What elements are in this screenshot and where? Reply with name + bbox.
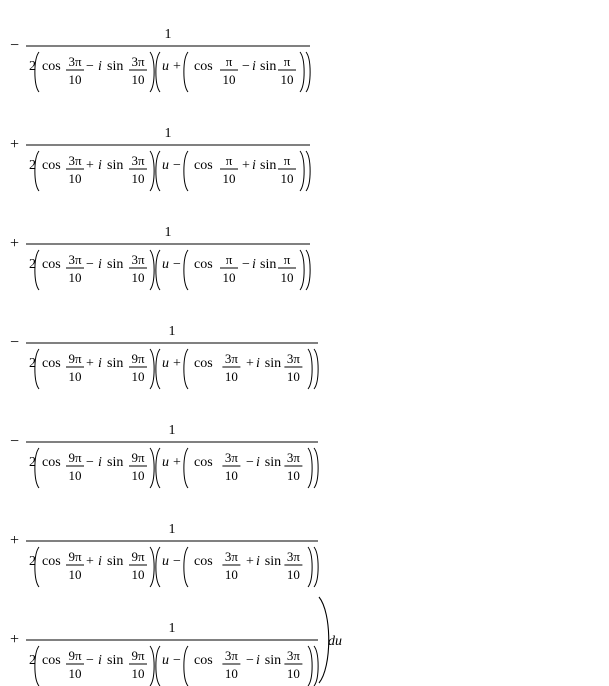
term-7-cos-b: cos bbox=[194, 653, 213, 668]
term-5-cos-b: cos bbox=[194, 455, 213, 470]
term-1-cos-a-arg-numerator: 3π bbox=[68, 54, 82, 69]
term-4-cos-a: cos bbox=[42, 356, 61, 371]
term-3-sin-b-arg-numerator: π bbox=[283, 252, 291, 267]
term-1-cos-b: cos bbox=[194, 59, 213, 74]
term-6-paren-b-open bbox=[156, 547, 160, 587]
term-5-paren-a-close bbox=[150, 448, 154, 488]
term-4-sin-a-arg-denominator: 10 bbox=[131, 369, 145, 384]
term-6-paren-b-close bbox=[314, 547, 318, 587]
expression-terms bbox=[10, 27, 318, 686]
term-1-op-a: − bbox=[86, 59, 94, 74]
term-3-imag-a: i bbox=[98, 257, 102, 272]
term-5-sin-a-arg-denominator: 10 bbox=[131, 468, 145, 483]
term-6-op-a: + bbox=[86, 554, 94, 569]
term-4-sin-b-arg-numerator: 3π bbox=[286, 351, 300, 366]
term-6-paren-c-open bbox=[184, 547, 188, 587]
term-4-paren-c-close bbox=[308, 349, 312, 389]
term-3-cos-b-arg-numerator: π bbox=[225, 252, 233, 267]
term-5-numerator: 1 bbox=[168, 423, 176, 438]
term-5-sin-b: sin bbox=[264, 455, 282, 470]
term-5-paren-c-close bbox=[308, 448, 312, 488]
term-4-paren-b-open bbox=[156, 349, 160, 389]
term-2-op-b: + bbox=[242, 158, 250, 173]
term-6-coefficient: 2 bbox=[29, 554, 36, 569]
term-4-imag-a: i bbox=[98, 356, 102, 371]
term-7-sin-b-arg-denominator: 10 bbox=[286, 666, 300, 681]
term-7-paren-a-close bbox=[150, 646, 154, 686]
term-4-cos-b: cos bbox=[194, 356, 213, 371]
term-4-numerator: 1 bbox=[168, 324, 176, 339]
term-6-op-b: + bbox=[246, 554, 254, 569]
term-3-imag-b: i bbox=[252, 257, 256, 272]
term-6-cos-a-arg-denominator: 10 bbox=[68, 567, 82, 582]
term-3-numerator: 1 bbox=[164, 225, 172, 240]
term-6-op-u: − bbox=[173, 554, 181, 569]
term-1-cos-a: cos bbox=[42, 59, 61, 74]
term-5-paren-b-open bbox=[156, 448, 160, 488]
term-2-cos-a-arg-denominator: 10 bbox=[68, 171, 82, 186]
term-7-imag-b: i bbox=[256, 653, 260, 668]
term-3-op-a: − bbox=[86, 257, 94, 272]
term-6-variable: u bbox=[162, 554, 169, 569]
term-7-op-a: − bbox=[86, 653, 94, 668]
term-4-op-u: + bbox=[173, 356, 181, 371]
term-2-cos-b-arg-denominator: 10 bbox=[222, 171, 236, 186]
term-7-paren-b-close bbox=[314, 646, 318, 686]
term-5-sign: − bbox=[10, 433, 20, 450]
term-3-cos-a: cos bbox=[42, 257, 61, 272]
term-5-op-u: + bbox=[173, 455, 181, 470]
term-5-cos-b-arg-denominator: 10 bbox=[224, 468, 238, 483]
term-1-cos-b-arg-numerator: π bbox=[225, 54, 233, 69]
term-2-op-u: − bbox=[173, 158, 181, 173]
term-7-cos-a-arg-denominator: 10 bbox=[68, 666, 82, 681]
term-2-sin-a: sin bbox=[107, 158, 124, 173]
term-5-sin-b-arg-numerator: 3π bbox=[286, 450, 300, 465]
term-6-sin-a-arg-numerator: 9π bbox=[131, 549, 145, 564]
term-4-paren-c-open bbox=[184, 349, 188, 389]
term-3-cos-b-arg-denominator: 10 bbox=[222, 270, 236, 285]
term-1-variable: u bbox=[162, 59, 169, 74]
term-5-op-b: − bbox=[246, 455, 254, 470]
term-4-cos-b-arg-denominator: 10 bbox=[224, 369, 238, 384]
term-2-paren-c-close bbox=[300, 151, 304, 191]
term-3-cos-b: cos bbox=[194, 257, 213, 272]
term-4-sin-a: sin bbox=[107, 356, 124, 371]
term-1-coefficient: 2 bbox=[29, 59, 36, 74]
term-4-imag-b: i bbox=[256, 356, 260, 371]
term-6-sin-b: sin bbox=[264, 554, 282, 569]
term-5-cos-a-arg-numerator: 9π bbox=[68, 450, 82, 465]
term-1-cos-a-arg-denominator: 10 bbox=[68, 72, 82, 87]
term-2-sin-b: sin bbox=[260, 158, 277, 173]
term-1-op-u: + bbox=[173, 59, 181, 74]
term-4-cos-b-arg-numerator: 3π bbox=[224, 351, 238, 366]
term-1-paren-a-close bbox=[150, 52, 154, 92]
term-2-sin-b-arg-numerator: π bbox=[283, 153, 291, 168]
term-5-variable: u bbox=[162, 455, 169, 470]
term-4-cos-a-arg-numerator: 9π bbox=[68, 351, 82, 366]
term-2-variable: u bbox=[162, 158, 169, 173]
term-3-sin-a-arg-denominator: 10 bbox=[131, 270, 145, 285]
term-5-sin-a-arg-numerator: 9π bbox=[131, 450, 145, 465]
term-7-sin-a-arg-denominator: 10 bbox=[131, 666, 145, 681]
term-6-sign: + bbox=[10, 532, 20, 549]
term-1-paren-b-close bbox=[306, 52, 310, 92]
term-3-cos-a-arg-numerator: 3π bbox=[68, 252, 82, 267]
term-4-sin-b-arg-denominator: 10 bbox=[286, 369, 300, 384]
term-2-sin-b-arg-denominator: 10 bbox=[280, 171, 294, 186]
term-6-cos-a-arg-numerator: 9π bbox=[68, 549, 82, 564]
term-7-sin-b-arg-numerator: 3π bbox=[286, 648, 300, 663]
term-1-paren-c-close bbox=[300, 52, 304, 92]
term-3-sin-b-arg-denominator: 10 bbox=[280, 270, 294, 285]
term-7-coefficient: 2 bbox=[29, 653, 36, 668]
term-1-sign: − bbox=[10, 37, 20, 54]
term-4-op-b: + bbox=[246, 356, 254, 371]
term-5-cos-b-arg-numerator: 3π bbox=[224, 450, 238, 465]
term-3-paren-b-open bbox=[156, 250, 160, 290]
term-2-numerator: 1 bbox=[164, 126, 172, 141]
term-6-sin-b-arg-denominator: 10 bbox=[286, 567, 300, 582]
term-2-cos-a-arg-numerator: 3π bbox=[68, 153, 82, 168]
term-3-coefficient: 2 bbox=[29, 257, 36, 272]
term-5-imag-a: i bbox=[98, 455, 102, 470]
term-1-cos-b-arg-denominator: 10 bbox=[222, 72, 236, 87]
term-3-sin-a: sin bbox=[107, 257, 124, 272]
term-7-cos-b-arg-denominator: 10 bbox=[224, 666, 238, 681]
term-3-paren-b-close bbox=[306, 250, 310, 290]
term-4-op-a: + bbox=[86, 356, 94, 371]
term-4-paren-a-close bbox=[150, 349, 154, 389]
term-1-sin-b-arg-denominator: 10 bbox=[280, 72, 294, 87]
term-2-cos-b-arg-numerator: π bbox=[225, 153, 233, 168]
term-1-sin-a-arg-numerator: 3π bbox=[131, 54, 145, 69]
term-3-sin-b: sin bbox=[260, 257, 277, 272]
term-4-sin-a-arg-numerator: 9π bbox=[131, 351, 145, 366]
term-7-imag-a: i bbox=[98, 653, 102, 668]
term-5-coefficient: 2 bbox=[29, 455, 36, 470]
term-6-numerator: 1 bbox=[168, 522, 176, 537]
term-3-paren-a-close bbox=[150, 250, 154, 290]
term-1-numerator: 1 bbox=[164, 27, 172, 42]
term-7-cos-a: cos bbox=[42, 653, 61, 668]
term-3-cos-a-arg-denominator: 10 bbox=[68, 270, 82, 285]
term-3-variable: u bbox=[162, 257, 169, 272]
term-7-variable: u bbox=[162, 653, 169, 668]
term-4-sign: − bbox=[10, 334, 20, 351]
term-2-paren-b-close bbox=[306, 151, 310, 191]
term-7-paren-b-open bbox=[156, 646, 160, 686]
term-2-sign: + bbox=[10, 136, 20, 153]
term-1-imag-a: i bbox=[98, 59, 102, 74]
term-5-op-a: − bbox=[86, 455, 94, 470]
term-7-cos-a-arg-numerator: 9π bbox=[68, 648, 82, 663]
term-4-variable: u bbox=[162, 356, 169, 371]
term-5-paren-c-open bbox=[184, 448, 188, 488]
term-7-sin-b: sin bbox=[264, 653, 282, 668]
term-1-sin-b-arg-numerator: π bbox=[283, 54, 291, 69]
term-2-coefficient: 2 bbox=[29, 158, 36, 173]
term-6-paren-c-close bbox=[308, 547, 312, 587]
term-2-sin-a-arg-denominator: 10 bbox=[131, 171, 145, 186]
term-2-op-a: + bbox=[86, 158, 94, 173]
term-7-sign: + bbox=[10, 631, 20, 648]
term-3-sign: + bbox=[10, 235, 20, 252]
term-7-paren-c-open bbox=[184, 646, 188, 686]
term-7-cos-b-arg-numerator: 3π bbox=[224, 648, 238, 663]
term-3-op-b: − bbox=[242, 257, 250, 272]
term-7-sin-a-arg-numerator: 9π bbox=[131, 648, 145, 663]
term-6-cos-b-arg-numerator: 3π bbox=[224, 549, 238, 564]
term-6-cos-a: cos bbox=[42, 554, 61, 569]
term-6-sin-a-arg-denominator: 10 bbox=[131, 567, 145, 582]
term-2-paren-a-close bbox=[150, 151, 154, 191]
term-3-paren-c-open bbox=[184, 250, 188, 290]
term-1-paren-c-open bbox=[184, 52, 188, 92]
term-2-sin-a-arg-numerator: 3π bbox=[131, 153, 145, 168]
term-1-sin-a: sin bbox=[107, 59, 124, 74]
term-6-paren-a-close bbox=[150, 547, 154, 587]
term-7-paren-c-close bbox=[308, 646, 312, 686]
term-3-sin-a-arg-numerator: 3π bbox=[131, 252, 145, 267]
term-5-paren-b-close bbox=[314, 448, 318, 488]
term-7-sin-a: sin bbox=[107, 653, 124, 668]
term-5-sin-a: sin bbox=[107, 455, 124, 470]
term-4-paren-b-close bbox=[314, 349, 318, 389]
term-2-imag-b: i bbox=[252, 158, 256, 173]
term-1-paren-b-open bbox=[156, 52, 160, 92]
term-6-cos-b-arg-denominator: 10 bbox=[224, 567, 238, 582]
term-2-paren-c-open bbox=[184, 151, 188, 191]
term-2-paren-b-open bbox=[156, 151, 160, 191]
term-4-coefficient: 2 bbox=[29, 356, 36, 371]
term-5-sin-b-arg-denominator: 10 bbox=[286, 468, 300, 483]
differential: du bbox=[328, 634, 342, 649]
term-3-op-u: − bbox=[173, 257, 181, 272]
term-6-imag-a: i bbox=[98, 554, 102, 569]
term-1-imag-b: i bbox=[252, 59, 256, 74]
term-2-imag-a: i bbox=[98, 158, 102, 173]
term-6-imag-b: i bbox=[256, 554, 260, 569]
term-2-cos-a: cos bbox=[42, 158, 61, 173]
term-1-sin-b: sin bbox=[260, 59, 277, 74]
term-4-sin-b: sin bbox=[264, 356, 282, 371]
term-6-sin-a: sin bbox=[107, 554, 124, 569]
term-7-op-b: − bbox=[246, 653, 254, 668]
term-6-cos-b: cos bbox=[194, 554, 213, 569]
term-7-numerator: 1 bbox=[168, 621, 176, 636]
term-3-paren-c-close bbox=[300, 250, 304, 290]
term-1-sin-a-arg-denominator: 10 bbox=[131, 72, 145, 87]
term-7-op-u: − bbox=[173, 653, 181, 668]
term-5-cos-a: cos bbox=[42, 455, 61, 470]
term-2-cos-b: cos bbox=[194, 158, 213, 173]
term-5-cos-a-arg-denominator: 10 bbox=[68, 468, 82, 483]
term-4-cos-a-arg-denominator: 10 bbox=[68, 369, 82, 384]
term-6-sin-b-arg-numerator: 3π bbox=[286, 549, 300, 564]
term-5-imag-b: i bbox=[256, 455, 260, 470]
term-1-op-b: − bbox=[242, 59, 250, 74]
